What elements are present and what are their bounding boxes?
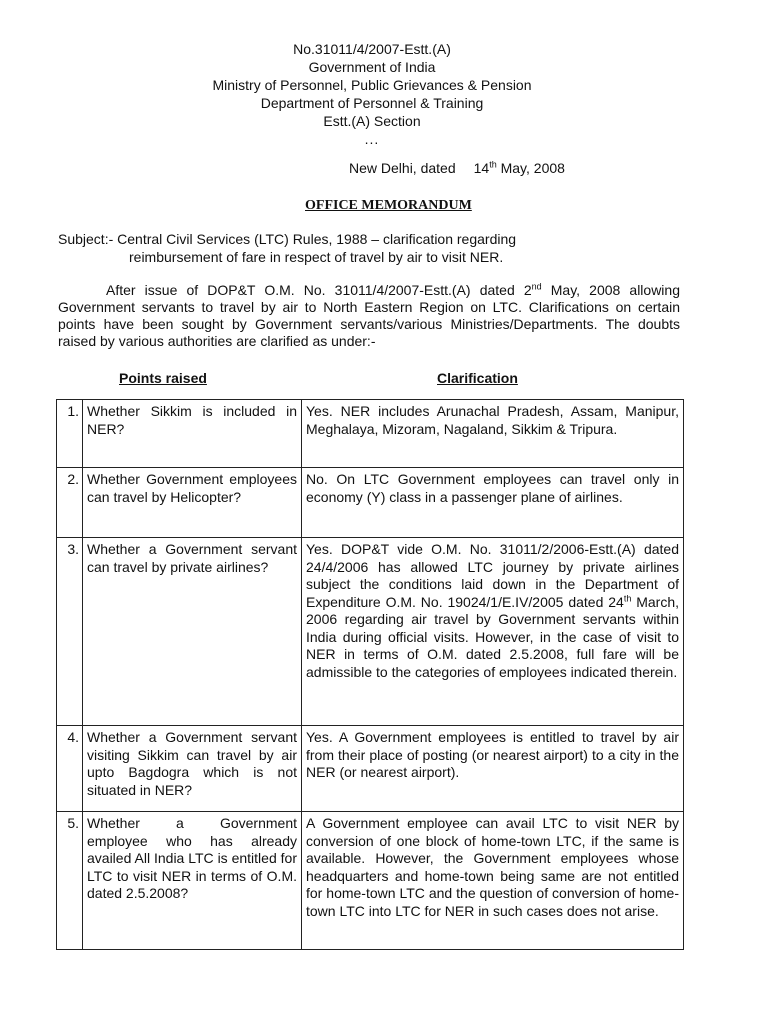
subject-block: [58, 230, 658, 266]
department-name: Department of Personnel & Training: [260, 95, 484, 111]
row-question: Whether Government employees can travel by Helicopter?: [83, 468, 302, 538]
column-heading-clarification: Clarification: [437, 370, 518, 386]
subject-label: Subject:-: [58, 231, 114, 247]
ministry-name: Ministry of Personnel, Public Grievances & Pension: [212, 77, 532, 93]
row-answer: No. On LTC Government employees can travel only in economy (Y) class in a passenger plane of airlines.: [302, 468, 684, 538]
government-name: Government of India: [308, 59, 436, 75]
memo-title: OFFICE MEMORANDUM: [305, 198, 472, 213]
table-row: [57, 538, 684, 726]
intro-paragraph-part-1: After issue of DOP&T O.M. No. 31011/4/2007-Estt.(A) dated 2: [106, 282, 532, 298]
header-ellipsis: ...: [364, 131, 380, 147]
section-name: Estt.(A) Section: [323, 113, 421, 129]
row-number: 2.: [57, 468, 83, 538]
row-answer-part-1: Yes. DOP&T vide O.M. No. 31011/2/2006-Estt.(A) dated 24/4/2006 has allowed LTC journey by private airlines subject the conditions laid down in the Department of Expenditure O.M. No. 19024/1/E.IV/2005 dated 24: [306, 541, 679, 610]
letterhead: [150, 40, 594, 148]
dateline: [349, 159, 565, 177]
table-row: [57, 812, 684, 950]
row-number: 4.: [57, 726, 83, 812]
table-row: [57, 400, 684, 468]
intro-paragraph: [58, 282, 680, 350]
table-row: [57, 726, 684, 812]
row-answer-part-2: March, 2006 regarding air travel by Government servants within India during official visits. However, in the case of visit to NER in terms of O.M. dated 2.5.2008, full fare will be admissible to the categories of employees indicated therein.: [306, 593, 679, 680]
row-number: 1.: [57, 400, 83, 468]
clarification-table: [56, 399, 684, 950]
subject-line-2: reimbursement of fare in respect of travel by air to visit NER.: [129, 249, 504, 265]
row-answer: A Government employee can avail LTC to visit NER by conversion of one block of home-town LTC, if the same is available. However, the Government employees whose headquarters and home-town being same are not entitled for home-town LTC and the question of conversion of home-town LTC into LTC for NER in such cases does not arise.: [302, 812, 684, 950]
memo-number: No.31011/4/2007-Estt.(A): [293, 41, 451, 57]
row-answer: Yes. NER includes Arunachal Pradesh, Assam, Manipur, Meghalaya, Mizoram, Nagaland, Sikkim & Tripura.: [302, 400, 684, 468]
row-answer: [302, 538, 684, 726]
dateline-day-suffix: th: [489, 159, 497, 170]
row-number: 5.: [57, 812, 83, 950]
row-number: 3.: [57, 538, 83, 726]
row-answer-sup: th: [623, 592, 632, 603]
row-question: Whether a Government servant visiting Sikkim can travel by air upto Bagdogra which is not situated in NER?: [83, 726, 302, 812]
dateline-day: 14: [473, 160, 490, 176]
dateline-place: New Delhi, dated: [349, 160, 456, 176]
row-question: Whether a Government employee who has already availed All India LTC is entitled for LTC to visit NER in terms of O.M. dated 2.5.2008?: [83, 812, 302, 950]
row-answer: Yes. A Government employees is entitled to travel by air from their place of posting (or nearest airport) to a city in the NER (or nearest airport).: [302, 726, 684, 812]
intro-paragraph-part-2: May, 2008 allowing Government servants to travel by air to North Eastern Region on LTC. Clarifications on certain points have been sought by Government servants/various Ministries/Departments. The doubts raised by various authorities are clarified as under:-: [58, 282, 680, 349]
table-row: [57, 468, 684, 538]
dateline-month-year: May, 2008: [496, 160, 565, 176]
intro-paragraph-sup: nd: [531, 281, 542, 292]
subject-line-1: Central Civil Services (LTC) Rules, 1988 – clarification regarding: [117, 231, 517, 247]
column-heading-points: Points raised: [119, 370, 207, 386]
row-question: Whether Sikkim is included in NER?: [83, 400, 302, 468]
row-question: Whether a Government servant can travel by private airlines?: [83, 538, 302, 726]
